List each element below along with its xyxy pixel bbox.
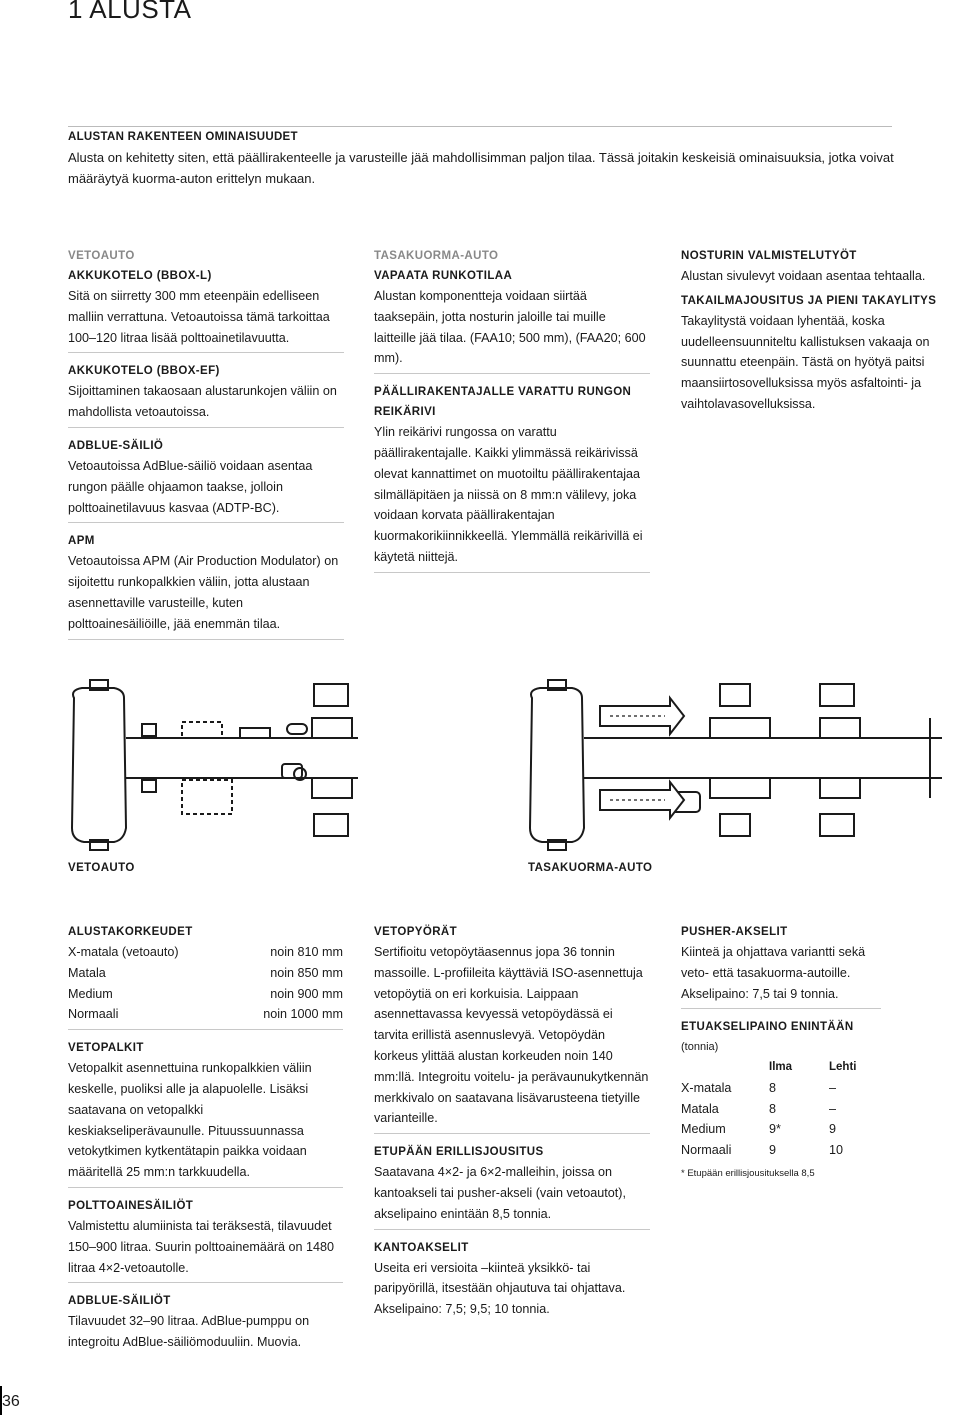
table-header-row bbox=[681, 1057, 876, 1078]
height-row bbox=[68, 963, 343, 984]
section-heading bbox=[681, 1017, 881, 1057]
section-text: Ylin reikärivi rungossa on varattu päällirakentajalle. Kaikki ylimmässä reikärivissä olevat kannattimet on muotoiltu päällirakentajaa silmälläpitäen ja niissä on 8 mm:n välilevy, joka voidaan korvata päällirakentajan kuormakorikiinnikkeellä. Ylemmällä reikärivillä ei käytetä niittejä. bbox=[374, 425, 643, 564]
table-cell: 9 bbox=[829, 1122, 837, 1137]
table-cell: 9 bbox=[769, 1142, 777, 1157]
section-heading: VETOPALKIT bbox=[68, 1042, 144, 1055]
section-heading: TAKAILMAJOUSITUS JA PIENI TAKAYLITYS bbox=[681, 294, 937, 307]
section-heading: POLTTOAINESÄILIÖT bbox=[68, 1199, 194, 1212]
section-text: Useita eri versioita –kiinteä yksikkö- tai paripyörillä, itsestään ohjautuva tai ohjattava. Akselipaino: 7,5; 9,5; 10 tonnia. bbox=[374, 1260, 626, 1317]
height-value: noin 850 mm bbox=[270, 965, 343, 980]
axle-load-table bbox=[681, 1057, 876, 1160]
section-heading: APM bbox=[68, 535, 95, 548]
table-cell: Normaali bbox=[681, 1142, 732, 1157]
rigid-truck-chassis-diagram bbox=[520, 678, 948, 858]
section-text: Saatavana 4×2- ja 6×2-malleihin, joissa on kantoakseli tai pusher-akseli (vain vetoautot), akselipaino enintään 8,5 tonnia. bbox=[374, 1165, 627, 1221]
intro-heading: ALUSTAN RAKENTEEN OMINAISUUDET bbox=[68, 131, 298, 143]
section-text: Kiinteä ja ohjattava variantti sekä veto- että tasakuorma-autoille. Akselipaino: 7,5 tai 9 tonnia. bbox=[681, 945, 866, 1001]
section-text: Tilavuudet 32–90 litraa. AdBlue-pumppu on integroitu AdBlue-säiliömoduuliin. Muovia. bbox=[68, 1314, 310, 1350]
axle-load-unit: (tonnia) bbox=[681, 1041, 719, 1054]
diagram-label-tasakuorma: TASAKUORMA-AUTO bbox=[528, 862, 653, 874]
divider bbox=[68, 126, 892, 127]
table-cell: X-matala bbox=[681, 1080, 732, 1095]
section-text: Vetoautoissa AdBlue-säiliö voidaan asentaa rungon päälle ohjaamon taakse, jolloin polttoainetilavuus kasvaa (ADTP-BC). bbox=[68, 458, 313, 515]
table-row bbox=[681, 1099, 876, 1120]
table-cell: 10 bbox=[829, 1142, 844, 1157]
section-text: Alustan komponentteja voidaan siirtää taaksepäin, jotta nosturin jaloille tai muille laitteille jää tilaa. (FAA10; 500 mm), (FAA20; 600 mm). bbox=[374, 289, 646, 366]
table-cell: Matala bbox=[681, 1101, 719, 1116]
footnote: * Etupään erillisjousituksella 8,5 bbox=[681, 1168, 815, 1180]
height-value: noin 810 mm bbox=[270, 945, 343, 959]
table-row bbox=[681, 1140, 876, 1161]
section-text: Vetopalkit asennettuina runkopalkkien väliin keskelle, puoliksi alle ja alapuolelle. Lisäksi saatavana on vetopalkki keskiakseliperävaunulle. Pituussuunnassa vetokytkimen kytkentätapin paikka voidaan määritellä 25 mm:n tarkkuudella. bbox=[68, 1061, 312, 1180]
section-heading: ADBLUE-SÄILIÖ bbox=[68, 439, 164, 452]
height-label: X-matala (vetoauto) bbox=[68, 945, 179, 959]
column-nosturi bbox=[681, 246, 957, 427]
height-label: Medium bbox=[68, 986, 113, 1001]
column-vetopyorat bbox=[374, 922, 650, 1332]
column-vetoauto bbox=[68, 246, 344, 648]
table-cell: 8 bbox=[769, 1080, 777, 1095]
section-heading: ADBLUE-SÄILIÖT bbox=[68, 1295, 171, 1308]
column-tasakuorma bbox=[374, 246, 650, 581]
table-cell: 9* bbox=[769, 1122, 781, 1137]
height-value: noin 1000 mm bbox=[263, 1007, 343, 1022]
table-row bbox=[681, 1119, 876, 1140]
height-label: Matala bbox=[68, 965, 106, 980]
section-heading: VAPAATA RUNKOTILAA bbox=[374, 270, 513, 282]
section-heading: KANTOAKSELIT bbox=[374, 1241, 469, 1254]
section-heading: AKKUKOTELO (BBOX-EF) bbox=[68, 365, 220, 378]
height-row bbox=[68, 1004, 343, 1025]
section-text: Sijoittaminen takaosaan alustarunkojen väliin on mahdollista vetoautoissa. bbox=[68, 384, 337, 420]
column-pusher bbox=[681, 922, 881, 1197]
section-heading: AKKUKOTELO (BBOX-L) bbox=[68, 270, 212, 282]
height-row bbox=[68, 942, 343, 963]
axle-load-heading: ETUAKSELIPAINO ENINTÄÄN bbox=[681, 1021, 854, 1034]
category-label: TASAKUORMA-AUTO bbox=[374, 250, 499, 262]
section-text: Takaylitystä voidaan lyhentää, koska uudelleensuunniteltu kallistuksen vakaaja on suunnattu eteenpäin. Tästä on hyötyä paitsi maansiirtosovelluksissa myös asfaltointi- ja vaihtolavasovelluksissa. bbox=[681, 313, 930, 411]
table-cell: Medium bbox=[681, 1122, 726, 1137]
section-heading: VETOPYÖRÄT bbox=[374, 926, 458, 938]
section-heading: NOSTURIN VALMISTELUTYÖT bbox=[681, 250, 857, 262]
table-row bbox=[681, 1078, 876, 1099]
intro-text: Alusta on kehitetty siten, että päällirakenteelle ja varusteille jää mahdollisimman paljon tilaa. Tässä joitakin keskeisiä ominaisuuksia, jotka voivat määräytyä kuorma-auton erittelyn mukaan. bbox=[68, 150, 894, 186]
section-text: Valmistettu alumiinista tai teräksestä, tilavuudet 150–900 litraa. Suurin polttoainemäärä on 1480 litraa 4×2-vetoautolle. bbox=[68, 1218, 335, 1275]
section-heading: ALUSTAKORKEUDET bbox=[68, 926, 193, 938]
table-cell: – bbox=[829, 1101, 837, 1116]
table-cell: – bbox=[829, 1080, 837, 1095]
section-text: Sertifioitu vetopöytäasennus jopa 36 tonnin massoille. L-profiileita käyttäviä ISO-asennettuja vetopöytiä on eri korkuisia. Laippaan asennettavassa kevyessä vetopöydässä ei tarvita erillistä asennuslevyä. Vetopöydän korkeus ylittää alustan korkeuden noin 140 mm:llä. Integroitu voitelu- ja perävaunukytkennän merkkivalo on saatavana lisävarusteena tietyille varianteille. bbox=[374, 945, 649, 1126]
column-header: Lehti bbox=[829, 1061, 857, 1074]
page-number: 36 bbox=[2, 1393, 20, 1410]
section-heading: PÄÄLLIRAKENTAJALLE VARATTU RUNGON REIKÄRIVI bbox=[374, 386, 632, 419]
diagram-label-vetoauto: VETOAUTO bbox=[68, 862, 135, 874]
table-cell: 8 bbox=[769, 1101, 777, 1116]
section-text: Sitä on siirretty 300 mm eteenpäin edelliseen malliin verrattuna. Vetoautoissa tämä tarkoittaa 100–120 litraa lisää polttoainetilavuutta. bbox=[68, 289, 330, 345]
section-text: Vetoautoissa APM (Air Production Modulator) on sijoitettu runkopalkkien väliin, jotta alustaan asennettaville varusteille, kuten polttoainesäiliöille, jää enemmän tilaa. bbox=[68, 554, 339, 631]
tractor-chassis-diagram bbox=[62, 678, 362, 858]
category-label: VETOAUTO bbox=[68, 250, 135, 262]
page-title: 1 ALUSTA bbox=[68, 0, 192, 24]
column-header: Ilma bbox=[769, 1061, 793, 1074]
column-alustakorkeudet bbox=[68, 922, 343, 1365]
section-heading: PUSHER-AKSELIT bbox=[681, 926, 788, 938]
section-text: Alustan sivulevyt voidaan asentaa tehtaalla. bbox=[681, 269, 926, 283]
height-label: Normaali bbox=[68, 1007, 119, 1022]
section-heading: ETUPÄÄN ERILLISJOUSITUS bbox=[374, 1146, 544, 1159]
height-value: noin 900 mm bbox=[270, 986, 343, 1001]
height-row bbox=[68, 984, 343, 1005]
